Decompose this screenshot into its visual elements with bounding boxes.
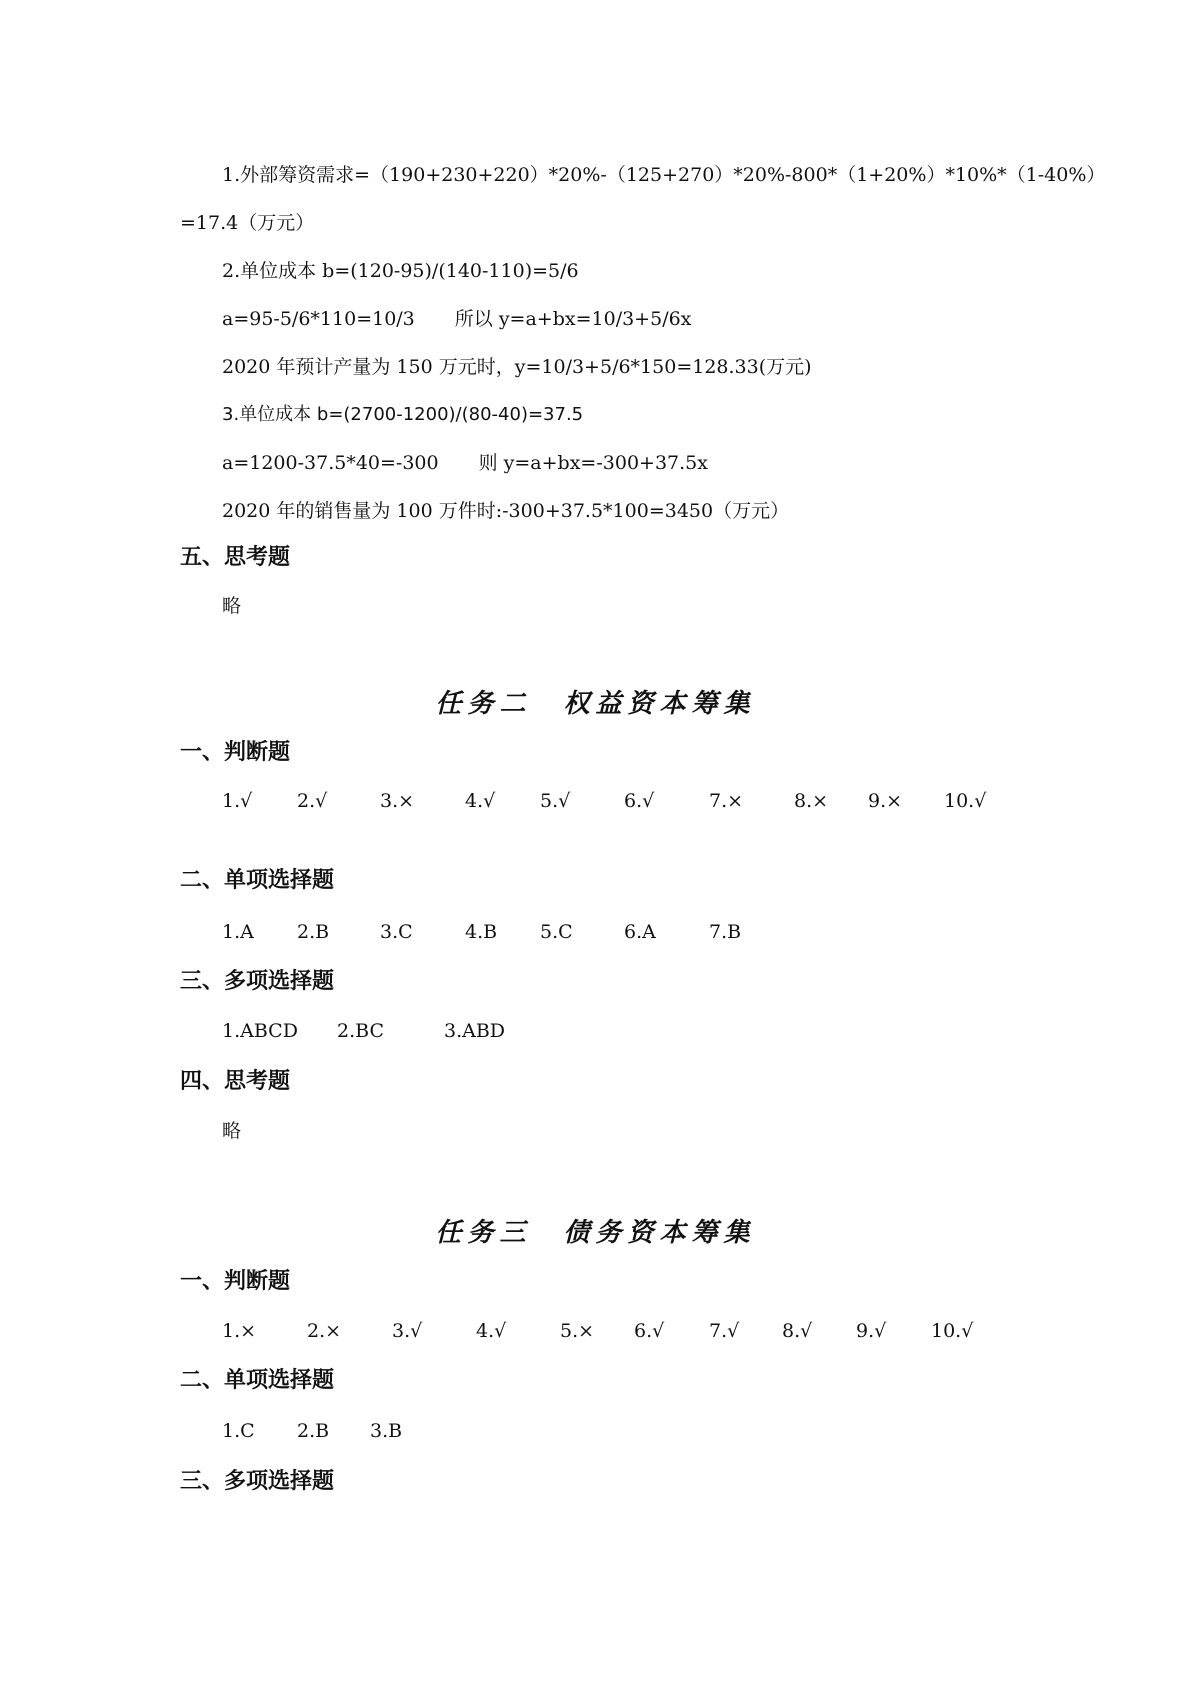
section5-heading: 五、思考题 <box>180 545 291 570</box>
task2-multi-answer-3: 3.ABD <box>444 1020 506 1042</box>
task2-think-heading: 四、思考题 <box>180 1069 291 1094</box>
task2-tf-answer-4: 4.√ <box>465 790 496 812</box>
task2-think-answer: 略 <box>222 1120 242 1142</box>
task2-tf-heading: 一、判断题 <box>180 740 291 765</box>
task3-tf-answer-8: 8.√ <box>782 1320 813 1342</box>
task3-single-answer-1: 1.C <box>222 1420 255 1442</box>
task3-tf-answer-4: 4.√ <box>476 1320 507 1342</box>
task2-title: 任务二 权益资本筹集 <box>435 689 756 719</box>
task2-single-answer-3: 3.C <box>380 921 413 943</box>
task2-tf-answer-1: 1.√ <box>222 790 253 812</box>
task3-tf-answer-10: 10.√ <box>931 1320 974 1342</box>
calc3-line2-b: 则 y=a+bx=-300+37.5x <box>478 452 708 474</box>
task2-single-answer-2: 2.B <box>297 921 330 943</box>
task2-tf-answer-2: 2.√ <box>297 790 328 812</box>
calc3-line3: 2020 年的销售量为 100 万件时:-300+37.5*100=3450（万元） <box>222 500 790 522</box>
task2-tf-answer-10: 10.√ <box>944 790 987 812</box>
task2-tf-answer-6: 6.√ <box>624 790 655 812</box>
calc1-line1: 1.外部筹资需求=（190+230+220）*20%-（125+270）*20%-800*（1+20%）*10%*（1-40%） <box>222 164 1106 186</box>
task2-tf-answer-7: 7.× <box>709 790 744 812</box>
task3-tf-answer-2: 2.× <box>307 1320 342 1342</box>
task3-tf-answer-9: 9.√ <box>856 1320 887 1342</box>
task2-multi-heading: 三、多项选择题 <box>180 969 335 994</box>
task2-tf-answer-3: 3.× <box>380 790 415 812</box>
task2-single-answer-1: 1.A <box>222 921 254 943</box>
task2-tf-answer-5: 5.√ <box>540 790 571 812</box>
task2-single-heading: 二、单项选择题 <box>180 868 335 893</box>
task3-tf-heading: 一、判断题 <box>180 1269 291 1294</box>
task3-tf-answer-3: 3.√ <box>392 1320 423 1342</box>
calc2-line2-b: 所以 y=a+bx=10/3+5/6x <box>454 308 692 330</box>
task3-single-answer-3: 3.B <box>370 1420 403 1442</box>
calc2-line2 <box>222 305 691 333</box>
task2-single-answer-7: 7.B <box>709 921 742 943</box>
task2-tf-answer-9: 9.× <box>868 790 903 812</box>
task3-title: 任务三 债务资本筹集 <box>435 1218 756 1248</box>
calc1-line2: =17.4（万元） <box>180 212 315 234</box>
task2-single-answer-4: 4.B <box>465 921 498 943</box>
task3-tf-answer-7: 7.√ <box>709 1320 740 1342</box>
task2-single-answer-6: 6.A <box>624 921 656 943</box>
task3-multi-heading: 三、多项选择题 <box>180 1469 335 1494</box>
calc2-line1: 2.单位成本 b=(120-95)/(140-110)=5/6 <box>222 260 579 282</box>
task3-tf-answer-1: 1.× <box>222 1320 257 1342</box>
task2-single-answer-5: 5.C <box>540 921 573 943</box>
calc3-line2-a: a=1200-37.5*40=-300 <box>222 452 439 474</box>
calc3-line1: 3.单位成本 b=(2700-1200)/(80-40)=37.5 <box>222 404 584 425</box>
task3-single-heading: 二、单项选择题 <box>180 1368 335 1393</box>
calc3-line2 <box>222 449 708 477</box>
task3-tf-answer-5: 5.× <box>560 1320 595 1342</box>
task3-tf-answer-6: 6.√ <box>634 1320 665 1342</box>
task2-multi-answer-1: 1.ABCD <box>222 1020 298 1042</box>
task2-tf-answer-8: 8.× <box>794 790 829 812</box>
calc2-line3: 2020 年预计产量为 150 万元时，y=10/3+5/6*150=128.33(万元) <box>222 356 812 378</box>
task2-multi-answer-2: 2.BC <box>337 1020 384 1042</box>
task3-single-answer-2: 2.B <box>297 1420 330 1442</box>
section5-answer: 略 <box>222 595 242 617</box>
calc2-line2-a: a=95-5/6*110=10/3 <box>222 308 415 330</box>
